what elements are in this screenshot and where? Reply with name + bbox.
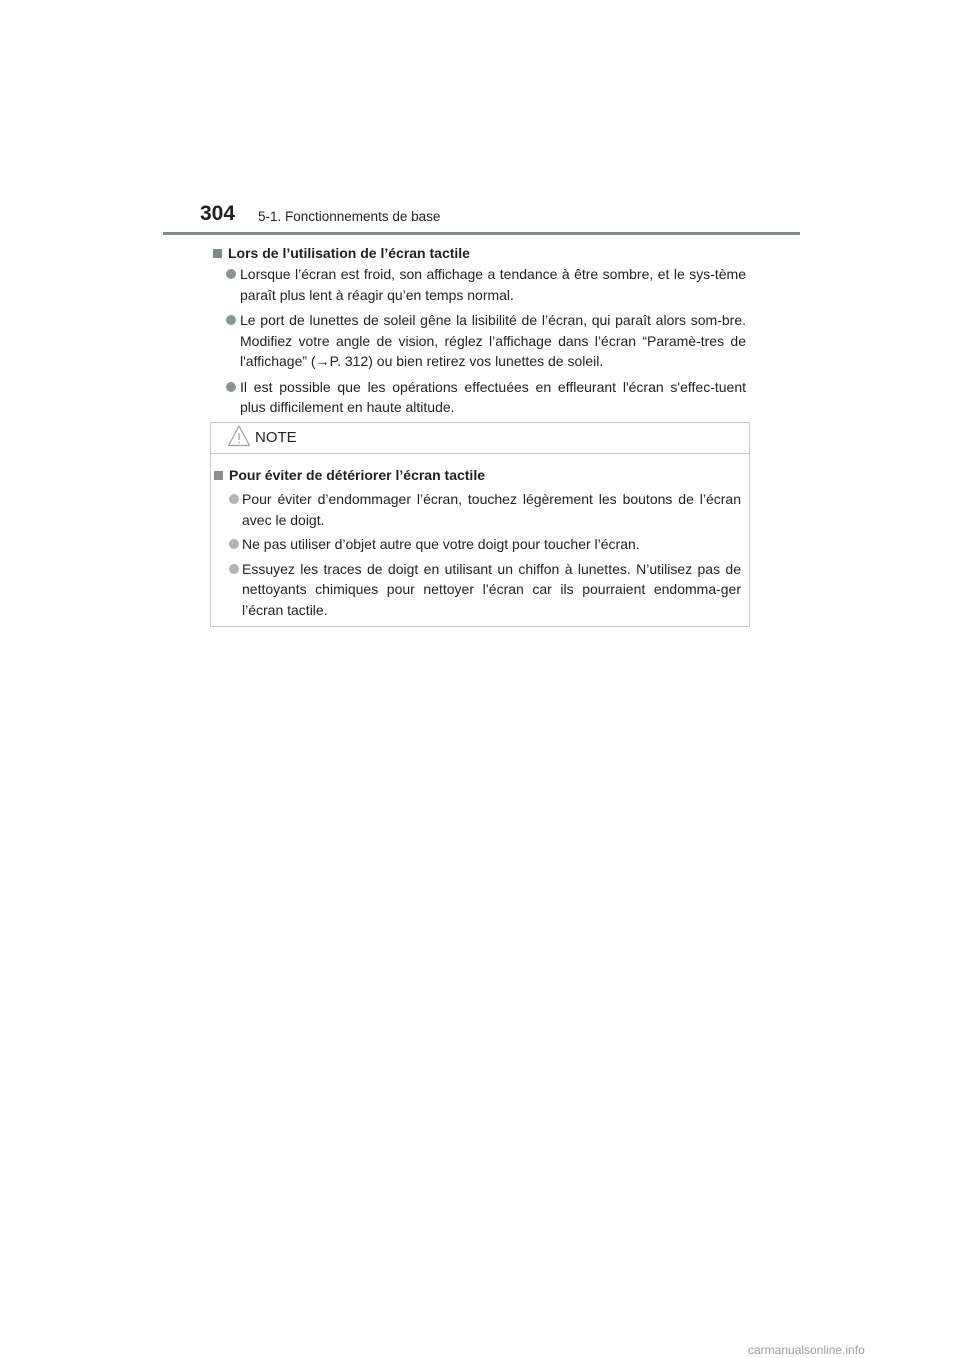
- page-number: 304: [200, 202, 236, 225]
- bullet-dot-icon: [226, 315, 236, 325]
- note-header: [211, 423, 749, 454]
- bullet-dot-icon: [229, 494, 239, 504]
- list-item: [226, 310, 746, 372]
- main-content: [226, 243, 746, 423]
- list-item: [226, 377, 746, 418]
- note-heading-text: Pour éviter de détériorer l’écran tactile: [229, 467, 485, 483]
- warning-triangle-icon: [227, 424, 251, 453]
- note-title: NOTE: [255, 429, 297, 446]
- note-box: [210, 422, 750, 627]
- list-item-text: Ne pas utiliser d’objet autre que votre doigt pour toucher l’écran.: [242, 536, 640, 552]
- watermark: carmanualsonline.info: [748, 1343, 865, 1357]
- bullet-dot-icon: [229, 539, 239, 549]
- list-item: [214, 559, 741, 621]
- bullet-dot-icon: [226, 269, 236, 279]
- header-divider: [163, 232, 800, 235]
- square-marker-icon: [214, 471, 223, 480]
- section-heading: [213, 243, 746, 263]
- section-heading-text: Lors de l’utilisation de l’écran tactile: [228, 245, 470, 261]
- list-item: [214, 534, 741, 555]
- note-heading: [214, 465, 741, 485]
- list-item-text: Pour éviter d’endommager l’écran, touchez légèrement les boutons de l’écran avec le doigt.: [242, 491, 741, 528]
- list-item: [226, 264, 746, 305]
- list-item-text: Lorsque l’écran est froid, son affichage a tendance à être sombre, et le sys-tème paraît plus lent à réagir qu’en temps normal.: [240, 266, 746, 303]
- section-title: 5-1. Fonctionnements de base: [258, 209, 441, 224]
- note-body: [211, 454, 749, 620]
- square-marker-icon: [213, 249, 222, 258]
- list-item: [214, 489, 741, 530]
- list-item-text: Il est possible que les opérations effectuées en effleurant l'écran s'effec-tuent plus difficilement en haute altitude.: [240, 378, 746, 415]
- bullet-dot-icon: [229, 564, 239, 574]
- list-item-text: Le port de lunettes de soleil gêne la lisibilité de l’écran, qui paraît alors som-bre. Modifiez votre angle de vision, réglez l’affichage dans l’écran “Paramè-tres de l'affichage” (→P. 312) ou bien retirez vos lunettes de soleil.: [240, 312, 746, 369]
- list-item-text: Essuyez les traces de doigt en utilisant un chiffon à lunettes. N’utilisez pas de nettoyants chimiques pour nettoyer l’écran car ils pourraient endomma-ger l’écran tactile.: [242, 560, 741, 618]
- bullet-dot-icon: [226, 382, 236, 392]
